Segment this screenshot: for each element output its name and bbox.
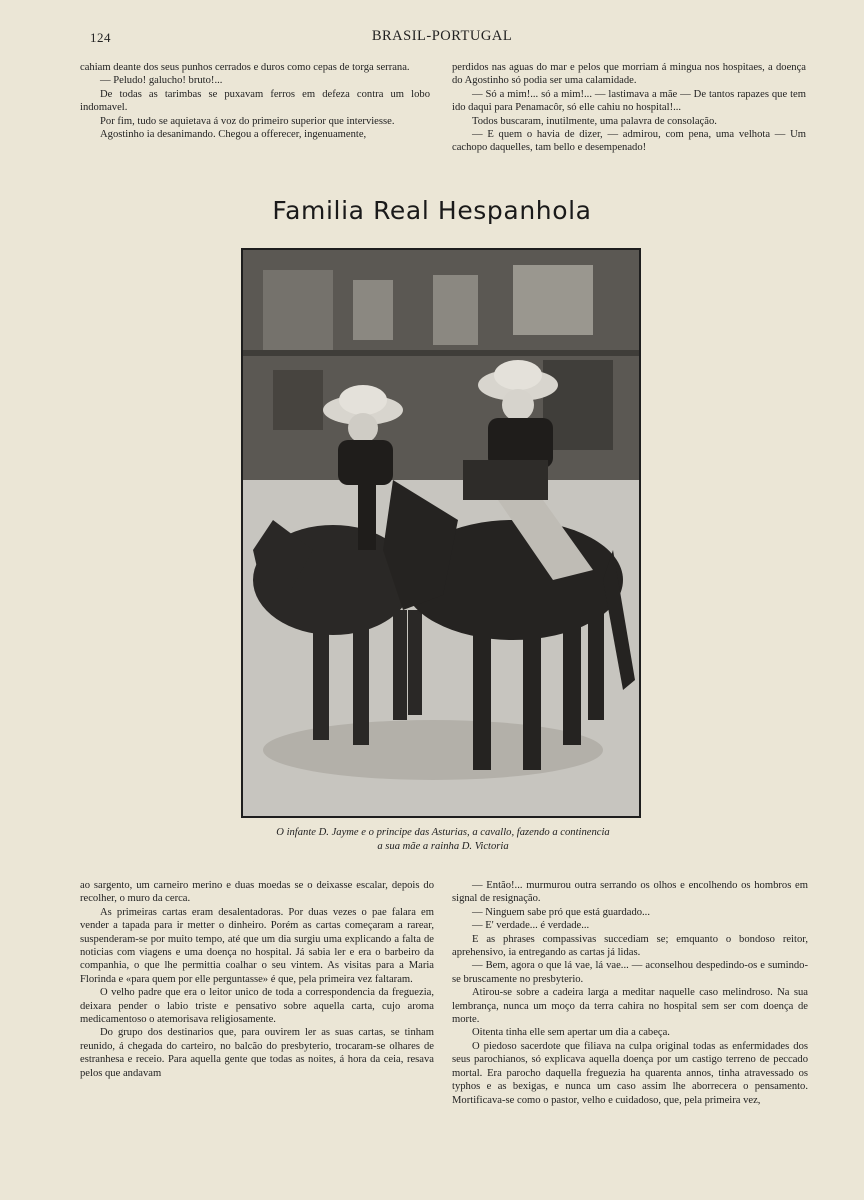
photo-illustration — [243, 250, 639, 816]
paragraph: Oitenta tinha elle sem apertar um dia a cabeça. — [472, 1027, 670, 1039]
paragraph: ao sargento, um carneiro merino e duas moedas se o deixasse escalar, depois do recolher, o muro da cerca. — [80, 880, 434, 905]
top-left-column — [80, 61, 430, 141]
paragraph: O piedoso sacerdote que filiava na culpa original todas as enfermidades dos seus parochianos, só explicava aquella doença por um castigo terreno de peccado mortal. Era parocho daquella freguezia ha quarenta annos, tinha atravessado os typhos e as bexigas, e nunca um caso assim lhe aborrecera o pensamento. Mortificava-se como o pastor, velho e cuidadoso, que, pela primeira vez, — [452, 1040, 808, 1106]
paragraph: Todos buscaram, inutilmente, uma palavra de consolação. — [472, 115, 717, 127]
bottom-right-column — [452, 879, 808, 1107]
caption-line: O infante D. Jayme e o principe das Asturias, a cavallo, fazendo a continencia — [276, 827, 610, 838]
paragraph: — Bem, agora o que lá vae, lá vae... — aconselhou despedindo-os e sumindo-se bruscamente no presbyterio. — [452, 960, 808, 985]
page-number: 124 — [90, 30, 111, 45]
paragraph: E as phrases compassivas succediam se; emquanto o bondoso reitor, aprehensivo, ia entregando as cartas já lidas. — [452, 933, 808, 959]
paragraph: — Peludo! galucho! bruto!... — [100, 75, 223, 87]
paragraph: Do grupo dos destinarios que, para ouvirem ler as suas cartas, se tinham reunido, á chegada do carteiro, no balcão do presbyterio, trocaram-se olhares de estranhesa e receio. Para aquella gente que todas as noites, á hora da ceia, resava pelos que andavam — [80, 1027, 434, 1079]
bottom-left-column — [80, 879, 434, 1080]
journal-title: BRASIL-PORTUGAL — [371, 28, 513, 44]
article-title: Familia Real Hespanhola — [272, 196, 592, 225]
paragraph: — Só a mim!... só a mim!... — lastimava a mãe — De tantos rapazes que tem ido daqui para Penamacôr, só elle cahiu no hospital!... — [452, 88, 806, 114]
paragraph: — E' verdade... é verdade... — [472, 920, 590, 932]
royal-children-photo — [241, 248, 641, 818]
paragraph: As primeiras cartas eram desalentadoras. Por duas vezes o pae falara em vender a tapada para ir metter o dinheiro. Porém as cartas começaram a rarear, suspenderam-se por muito tempo, até que um dia surgiu uma explicando a falta de noticias com viagens e uma doença no hospital. Já sabia ler e era o barbeiro da companhia, o que lhe permittia coalhar o seu vintem. As visitas para a Maria Florinda e «para quem por elle perguntasse» é que, pela primeira vez faltaram. — [80, 906, 434, 985]
paragraph: — Então!... murmurou outra serrando os olhos e encolhendo os hombros em signal de resignação. — [452, 880, 808, 905]
top-right-column — [452, 61, 806, 155]
paragraph: De todas as tarimbas se puxavam ferros em defeza contra um lobo indomavel. — [80, 88, 430, 114]
paragraph: O velho padre que era o leitor unico de toda a correspondencia da freguezia, deixara pender o labio triste e pensativo sobre aquella carta, cujo aroma medicamentoso o atemorisava religiosamente. — [80, 987, 434, 1026]
paragraph: Por fim, tudo se aquietava á voz do primeiro superior que interviesse. — [100, 115, 395, 127]
page-header — [78, 28, 806, 48]
paragraph: — E quem o havia de dizer, — admirou, com pena, uma velhota — Um cachopo daquelles, tam bello e desempenado! — [452, 129, 806, 154]
paragraph: cahiam deante dos seus punhos cerrados e duros como cepas de torga serrana. — [80, 62, 410, 73]
paragraph: Agostinho ia desanimando. Chegou a offerecer, ingenuamente, — [100, 129, 367, 141]
paragraph: perdidos nas aguas do mar e pelos que morriam á mingua nos hospitaes, a doença do Agostinho só podia ser uma calamidade. — [452, 62, 806, 87]
paragraph: — Ninguem sabe pró que está guardado... — [472, 906, 650, 918]
photo-caption — [200, 826, 686, 854]
paragraph: Atirou-se sobre a cadeira larga a meditar naquelle caso melindroso. Na sua lembrança, nunca um moço da terra cahira no hospital sem ser com doença de morte. — [452, 987, 808, 1026]
caption-line: a sua mãe a rainha D. Victoria — [377, 841, 509, 852]
